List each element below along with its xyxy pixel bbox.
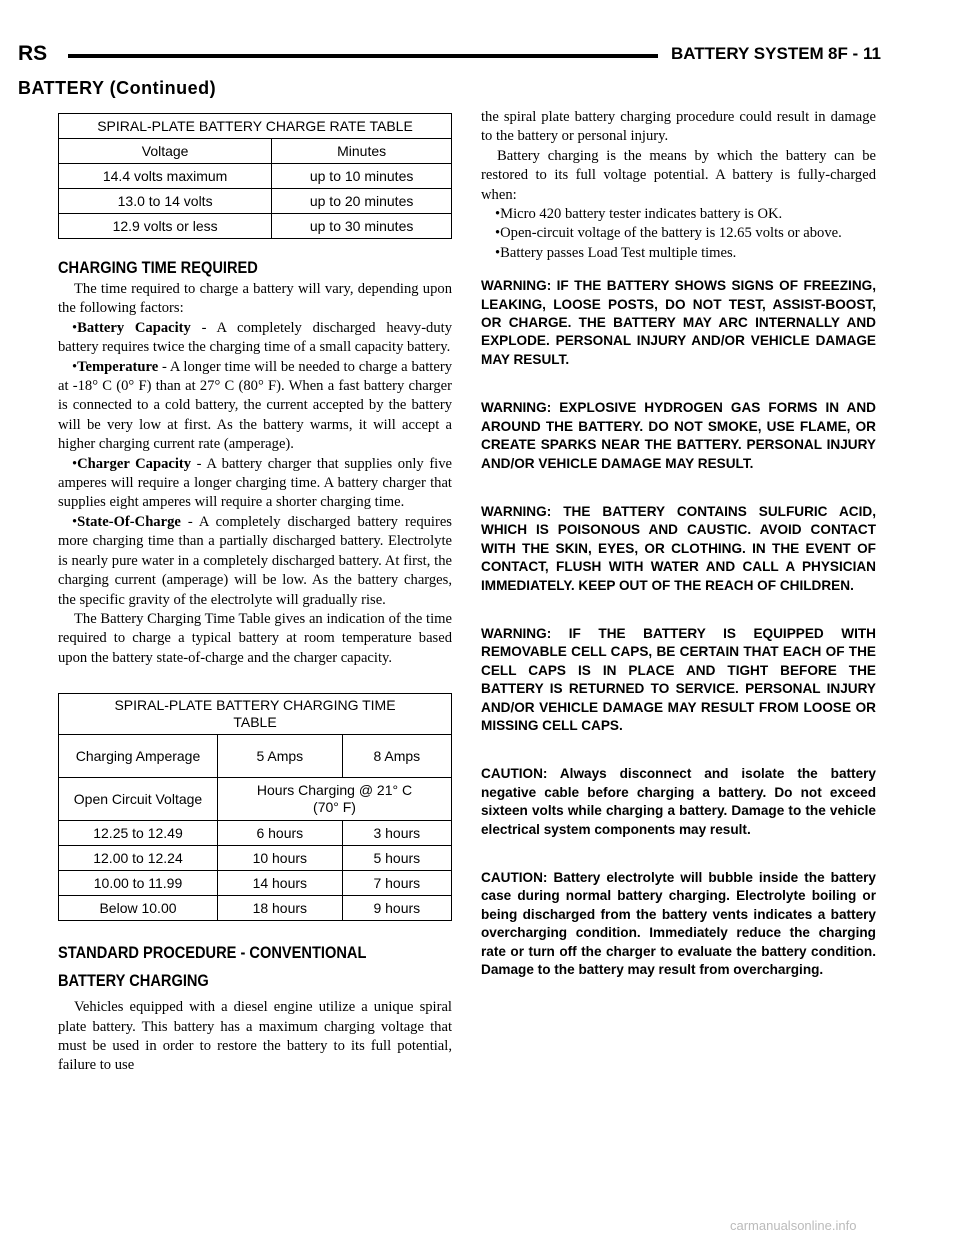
warning-cell-caps: WARNING: IF THE BATTERY IS EQUIPPED WITH REMOVABLE CELL CAPS, BE CERTAIN THAT EACH OF THE CELL CAPS IS IN PLACE AND TIGHT BEFORE THE BATTERY IS RETURNED TO SERVICE. PERSONAL INJURY AND/OR VEHICLE DAMAGE MAY RESULT FROM LOOSE OR MISSING CELL CAPS.	[481, 625, 876, 733]
table-row	[59, 846, 452, 871]
table-cell: 3 hours	[342, 821, 451, 846]
table-header-minutes: Minutes	[272, 139, 452, 164]
table-cell: 18 hours	[218, 896, 343, 921]
table-cell: 14.4 volts maximum	[59, 164, 272, 189]
table-cell: 14 hours	[218, 871, 343, 896]
table-title: SPIRAL-PLATE BATTERY CHARGING TIME TABLE	[59, 694, 452, 735]
page-header	[18, 42, 938, 72]
table-header-8-amps: 8 Amps	[342, 735, 451, 778]
warning-hydrogen-gas: WARNING: EXPLOSIVE HYDROGEN GAS FORMS IN AND AROUND THE BATTERY. DO NOT SMOKE, USE FLAME, OR CREATE SPARKS NEAR THE BATTERY. PERSONAL INJURY AND/OR VEHICLE DAMAGE MAY RESULT.	[481, 400, 876, 471]
table-cell: up to 20 minutes	[272, 189, 452, 214]
table-cell: Below 10.00	[59, 896, 218, 921]
table-header-amperage: Charging Amperage	[59, 735, 218, 778]
table-row	[59, 871, 452, 896]
table-cell: 5 hours	[342, 846, 451, 871]
watermark: carmanualsonline.info	[730, 1218, 857, 1233]
table-cell: 9 hours	[342, 896, 451, 921]
charging-time-intro: The time required to charge a battery will vary, depending upon the following factors:	[58, 281, 452, 317]
caution-disconnect: CAUTION: Always disconnect and isolate the battery negative cable before charging a battery. Do not exceed sixteen volts while charging a battery. Damage to the vehicle electrical system components may result.	[481, 766, 876, 837]
warning-sulfuric-acid: WARNING: THE BATTERY CONTAINS SULFURIC ACID, WHICH IS POISONOUS AND CAUSTIC. AVOID CONTACT WITH THE SKIN, EYES, OR CLOTHING. IN THE EVENT OF CONTACT, FLUSH WITH WATER AND CALL A PHYSICIAN IMMEDIATELY. KEEP OUT OF THE REACH OF CHILDREN.	[481, 503, 876, 593]
table-cell: 13.0 to 14 volts	[59, 189, 272, 214]
header-page-number: 8F - 11	[828, 44, 881, 63]
table-cell: 7 hours	[342, 871, 451, 896]
list-item: •Open-circuit voltage of the battery is 12.65 volts or above.	[495, 225, 842, 242]
right-column	[481, 108, 876, 979]
table-cell: 6 hours	[218, 821, 343, 846]
table-cell: 12.25 to 12.49	[59, 821, 218, 846]
charging-time-closing: The Battery Charging Time Table gives an indication of the time required to charge a typical battery at room temperature based upon the battery state-of-charge and the charger capacity.	[58, 610, 452, 666]
standard-procedure-heading-line2: BATTERY CHARGING	[58, 971, 209, 991]
caution-electrolyte: CAUTION: Battery electrolyte will bubble inside the battery case during normal battery charging. Electrolyte boiling or being discharged from the battery vents indicates a battery overcharging condition. Immediately reduce the charging rate or turn off the charger to evaluate the battery condition. Damage to the battery may result from overcharging.	[481, 870, 876, 978]
charge-rate-table	[58, 113, 452, 239]
list-item: •Battery passes Load Test multiple times.	[495, 244, 737, 261]
left-column	[58, 113, 452, 1076]
header-rule	[68, 54, 658, 58]
header-section-code: RS	[18, 42, 48, 65]
table-header-5-amps: 5 Amps	[218, 735, 343, 778]
table-cell: up to 10 minutes	[272, 164, 452, 189]
charging-time-heading: CHARGING TIME REQUIRED	[58, 258, 258, 277]
standard-procedure-paragraph: Vehicles equipped with a diesel engine utilize a unique spiral plate battery. This battery has a maximum charging voltage that must be used in order to restore the battery to its full potential, failure to use	[58, 999, 452, 1074]
charging-means-paragraph: Battery charging is the means by which the battery can be restored to its full voltage potential. A battery is fully-charged when:	[481, 147, 876, 203]
table-row	[59, 189, 452, 214]
table-cell: 12.9 volts or less	[59, 214, 272, 239]
table-title: SPIRAL-PLATE BATTERY CHARGE RATE TABLE	[59, 114, 452, 139]
standard-procedure-paragraph-cont: the spiral plate battery charging procedure could result in damage to the battery or personal injury.	[481, 109, 876, 145]
section-continued-title: BATTERY (Continued)	[18, 78, 217, 98]
table-row	[59, 896, 452, 921]
header-title: BATTERY SYSTEM	[671, 44, 824, 63]
list-item: •Battery Capacity - A completely discharged heavy-duty battery requires twice the charging time of a small capacity battery.	[58, 319, 453, 356]
table-cell: 12.00 to 12.24	[59, 846, 218, 871]
table-header-ocv: Open Circuit Voltage	[59, 778, 218, 821]
standard-procedure-heading: STANDARD PROCEDURE - CONVENTIONAL	[58, 943, 367, 963]
list-item: •Temperature - A longer time will be needed to charge a battery at -18° C (0° F) than at 27° C (80° F). When a fast battery charger is connected to a cold battery, the current accepted by the battery will be very low at first. As the battery warms, it will accept a higher charging current rate (amperage).	[58, 358, 452, 453]
warning-freezing: WARNING: IF THE BATTERY SHOWS SIGNS OF FREEZING, LEAKING, LOOSE POSTS, DO NOT TEST, ASSIST-BOOST, OR CHARGE. THE BATTERY MAY ARC INTERNALLY AND EXPLODE. PERSONAL INJURY AND/OR VEHICLE DAMAGE MAY RESULT.	[481, 278, 876, 367]
charging-time-table	[58, 693, 452, 921]
table-row	[59, 164, 452, 189]
table-cell: 10.00 to 11.99	[59, 871, 218, 896]
table-row	[59, 214, 452, 239]
table-row	[59, 821, 452, 846]
table-cell: up to 30 minutes	[272, 214, 452, 239]
table-cell: 10 hours	[218, 846, 343, 871]
table-header-hours: Hours Charging @ 21° C (70° F)	[218, 778, 452, 821]
list-item: •Micro 420 battery tester indicates battery is OK.	[495, 206, 783, 223]
list-item: •Charger Capacity - A battery charger that supplies only five amperes will require a longer charging time. A battery charger that supplies eight amperes will require a shorter charging time.	[58, 455, 453, 511]
table-header-voltage: Voltage	[59, 139, 272, 164]
list-item: •State-Of-Charge - A completely discharged battery requires more charging time than a partially discharged battery. Electrolyte is nearly pure water in a completely discharged battery. At first, the charging current (amperage) will be low. As the battery charges, the specific gravity of the electrolyte will gradually rise.	[58, 513, 452, 608]
